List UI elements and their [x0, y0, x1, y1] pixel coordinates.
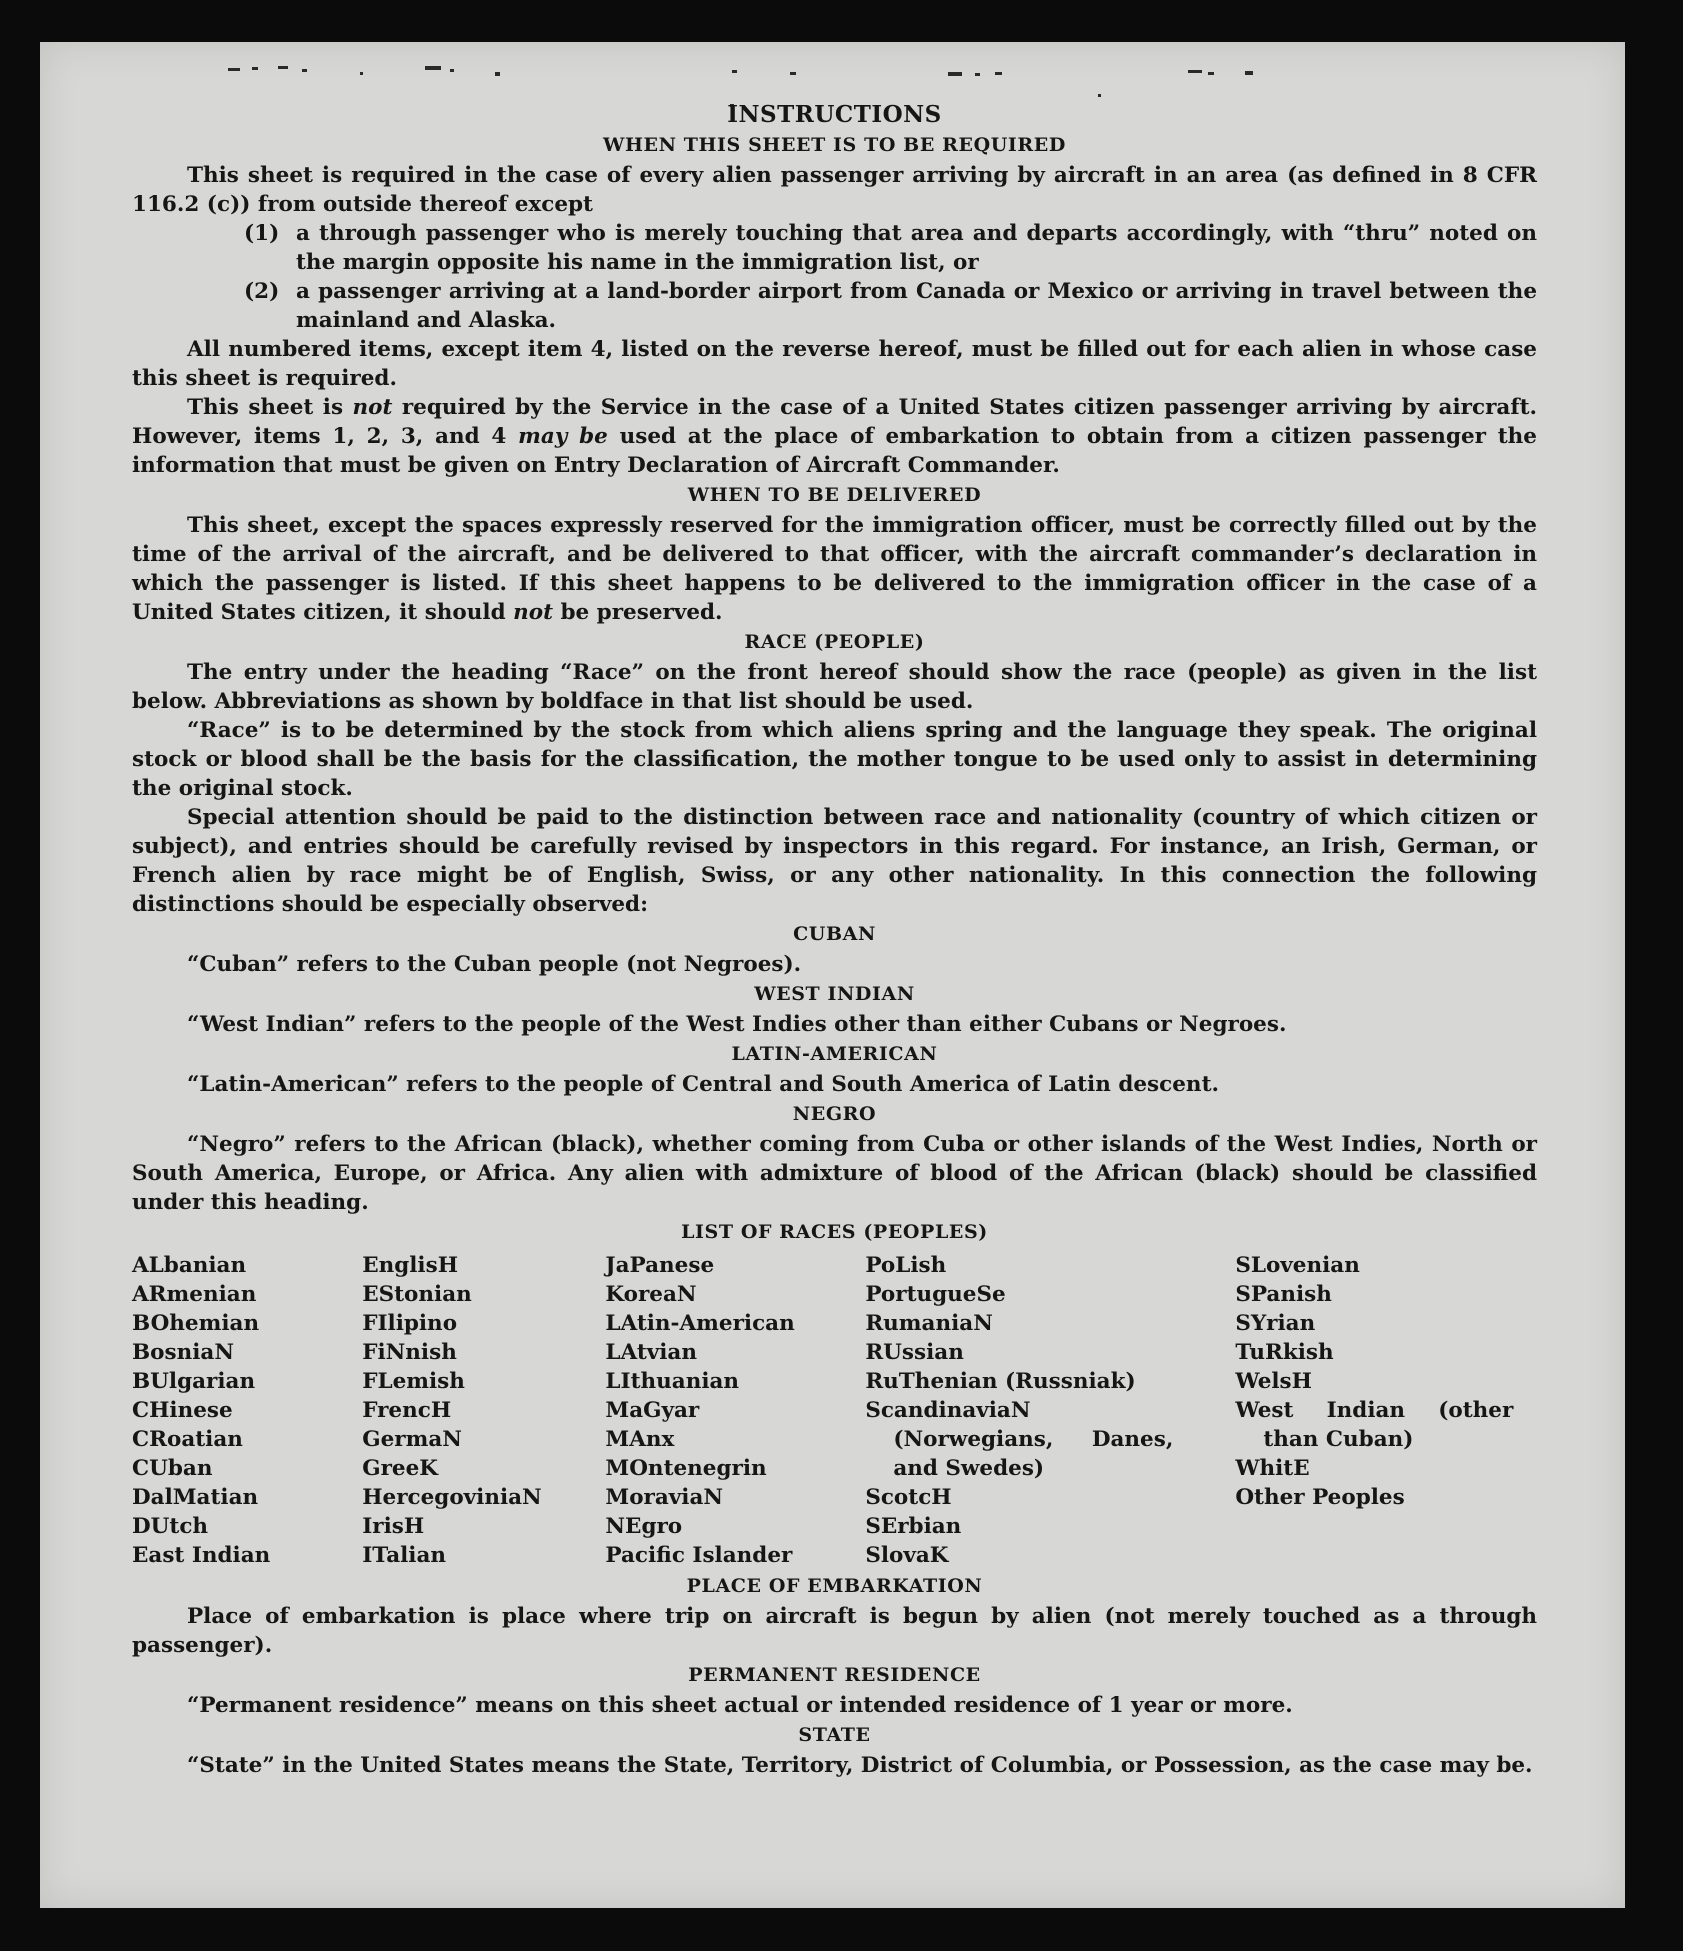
- race-item: CUban: [132, 1456, 213, 1481]
- latin-american-paragraph: “Latin-American” refers to the people of Central and South America of Latin descent.: [187, 1072, 1219, 1097]
- races-column-5-bottom: [1235, 1454, 1537, 1512]
- exception-number: (2): [244, 279, 280, 304]
- page-title: INSTRUCTIONS: [727, 101, 942, 128]
- race-item: IrisH: [362, 1514, 425, 1539]
- race-item: FrencH: [362, 1398, 452, 1423]
- state-paragraph: “State” in the United States means the State, Territory, District of Columbia, or Possession, as the case may be.: [187, 1753, 1533, 1778]
- race-item: ITalian: [362, 1543, 447, 1568]
- races-column-5-top: [1235, 1251, 1537, 1396]
- instructions-content: [132, 100, 1537, 1780]
- race-item: EStonian: [362, 1282, 472, 1307]
- race-item: MaGyar: [605, 1398, 700, 1423]
- section-heading-embarkation: PLACE OF EMBARKATION: [686, 1575, 983, 1597]
- delivered-text-not: not: [513, 600, 553, 625]
- races-column-5: [1235, 1251, 1537, 1570]
- race-item: BUlgarian: [132, 1369, 256, 1394]
- exception-item-2: [244, 277, 1537, 335]
- race-item: MAnx: [605, 1427, 675, 1452]
- exception-text: a through passenger who is merely touching that area and departs accordingly, with “thru” noted on the margin opposite his name in the immigration list, or: [296, 221, 1537, 275]
- section-heading-state: STATE: [798, 1724, 871, 1746]
- citizen-paragraph: [132, 393, 1537, 480]
- race-item: ARmenian: [132, 1282, 257, 1307]
- citizen-text-not: not: [352, 395, 393, 420]
- section-heading-race: RACE (PEOPLE): [744, 631, 925, 653]
- cuban-paragraph: “Cuban” refers to the Cuban people (not Negroes).: [187, 952, 802, 977]
- section-heading-west-indian: WEST INDIAN: [754, 983, 915, 1005]
- section-heading-negro: NEGRO: [792, 1103, 877, 1125]
- race-item-scandinavian: ScandinaviaN (Norwegians, Danes, and Swedes): [865, 1398, 1174, 1481]
- residence-paragraph: “Permanent residence” means on this sheet actual or intended residence of 1 year or more.: [187, 1693, 1293, 1718]
- race-item: BosniaN: [132, 1340, 234, 1365]
- race-item: LIthuanian: [605, 1369, 740, 1394]
- race-item: TuRkish: [1235, 1340, 1334, 1365]
- race-item-west-indian: West Indian (other than Cuban): [1235, 1398, 1514, 1452]
- exception-text: a passenger arriving at a land-border airport from Canada or Mexico or arriving in travel between the mainland and Alaska.: [296, 279, 1537, 333]
- embarkation-paragraph: Place of embarkation is place where trip on aircraft is begun by alien (not merely touched as a through passenger).: [132, 1604, 1537, 1658]
- west-indian-paragraph: “West Indian” refers to the people of the West Indies other than either Cubans or Negroes.: [187, 1012, 1287, 1037]
- numbered-items-paragraph: All numbered items, except item 4, listed on the reverse hereof, must be filled out for each alien in whose case this sheet is required.: [132, 337, 1537, 391]
- race-item: MOntenegrin: [605, 1456, 767, 1481]
- race-item: GreeK: [362, 1456, 438, 1481]
- race-item: DalMatian: [132, 1485, 259, 1510]
- race-item: SPanish: [1235, 1282, 1332, 1307]
- race-item: WelsH: [1235, 1369, 1312, 1394]
- section-heading-required: WHEN THIS SHEET IS TO BE REQUIRED: [603, 134, 1066, 156]
- document-sheet: [40, 42, 1625, 1908]
- delivered-text-b: be preserved.: [553, 600, 723, 625]
- delivered-text-a: This sheet, except the spaces expressly reserved for the immigration officer, must be correctly filled out by the time of the arrival of the aircraft, and be delivered to that officer, with the aircraft commander’s declaration in which the passenger is listed. If this sheet happens to be delivered to the immigration officer in the case of a United States citizen, it should: [132, 513, 1537, 625]
- race-item: JaPanese: [605, 1253, 715, 1278]
- race-item: Other Peoples: [1235, 1485, 1405, 1510]
- race-item: NEgro: [605, 1514, 683, 1539]
- race-item: WhitE: [1235, 1456, 1310, 1481]
- race-item: CRoatian: [132, 1427, 243, 1452]
- race-item: EnglisH: [362, 1253, 459, 1278]
- race-item: Pacific Islander: [605, 1543, 793, 1568]
- race-item: GermaN: [362, 1427, 462, 1452]
- section-heading-delivered: WHEN TO BE DELIVERED: [687, 484, 982, 506]
- race-item: RuThenian (Russniak): [865, 1369, 1136, 1394]
- race-item: LAtin-American: [605, 1311, 795, 1336]
- negro-paragraph: “Negro” refers to the African (black), whether coming from Cuba or other islands of the West Indies, North or South America, Europe, or Africa. Any alien with admixture of blood of the African (black) should be classified under this heading.: [132, 1132, 1537, 1215]
- race-item: FLemish: [362, 1369, 465, 1394]
- race-paragraph-1: The entry under the heading “Race” on the front hereof should show the race (people) as given in the list below. Abbreviations as shown by boldface in that list should be used.: [132, 660, 1537, 714]
- citizen-text-b: required by the Service in the case of a United States citizen passenger arriving by aircraft. However, items 1, 2, 3, and 4: [132, 395, 1537, 449]
- exception-item-1: [244, 219, 1537, 277]
- section-heading-races-list: LIST OF RACES (PEOPLES): [681, 1221, 988, 1243]
- race-item: SlovaK: [865, 1543, 949, 1568]
- race-item: East Indian: [132, 1543, 271, 1568]
- race-item: SLovenian: [1235, 1253, 1360, 1278]
- races-list: [132, 1251, 1537, 1570]
- races-column-3: [605, 1251, 865, 1570]
- citizen-text-a: This sheet is: [187, 395, 353, 420]
- races-column-1: [132, 1251, 362, 1570]
- race-item: BOhemian: [132, 1311, 260, 1336]
- race-paragraph-2: “Race” is to be determined by the stock from which aliens spring and the language they speak. The original stock or blood shall be the basis for the classification, the mother tongue to be used only to assist in determining the original stock.: [132, 718, 1537, 801]
- races-column-2: [362, 1251, 605, 1570]
- section-heading-residence: PERMANENT RESIDENCE: [688, 1664, 981, 1686]
- race-item: LAtvian: [605, 1340, 697, 1365]
- section-heading-cuban: CUBAN: [793, 923, 876, 945]
- race-item: RumaniaN: [865, 1311, 993, 1336]
- race-item: FIlipino: [362, 1311, 458, 1336]
- race-item: SYrian: [1235, 1311, 1316, 1336]
- race-item: FiNnish: [362, 1340, 457, 1365]
- race-item: DUtch: [132, 1514, 209, 1539]
- delivered-paragraph: [132, 511, 1537, 627]
- race-item: ScotcH: [865, 1485, 952, 1510]
- race-item: PortugueSe: [865, 1282, 1006, 1307]
- race-item: MoraviaN: [605, 1485, 724, 1510]
- race-item: SErbian: [865, 1514, 962, 1539]
- race-item: PoLish: [865, 1253, 947, 1278]
- race-item: KoreaN: [605, 1282, 697, 1307]
- race-item: ALbanian: [132, 1253, 247, 1278]
- race-item: HercegoviniaN: [362, 1485, 542, 1510]
- section-heading-latin-american: LATIN-AMERICAN: [731, 1043, 938, 1065]
- race-item: RUssian: [865, 1340, 964, 1365]
- citizen-text-may-be: may be: [518, 424, 608, 449]
- citizen-text-c: used at the place of embarkation to obtain from a citizen passenger the information that must be given on Entry Declaration of Aircraft Commander.: [132, 424, 1537, 478]
- races-column-4: [865, 1251, 1174, 1570]
- race-item: CHinese: [132, 1398, 233, 1423]
- races-column-4-top: [865, 1251, 1155, 1396]
- race-paragraph-3: Special attention should be paid to the distinction between race and nationality (country of which citizen or subject), and entries should be carefully revised by inspectors in this regard. For instance, an Irish, German, or French alien by race might be of English, Swiss, or any other nationality. In this connection the following distinctions should be especially observed:: [132, 805, 1537, 917]
- races-column-4-bottom: [865, 1483, 1155, 1570]
- required-intro: This sheet is required in the case of every alien passenger arriving by aircraft in an area (as defined in 8 CFR 116.2 (c)) from outside thereof except: [132, 163, 1537, 217]
- exception-number: (1): [244, 221, 280, 246]
